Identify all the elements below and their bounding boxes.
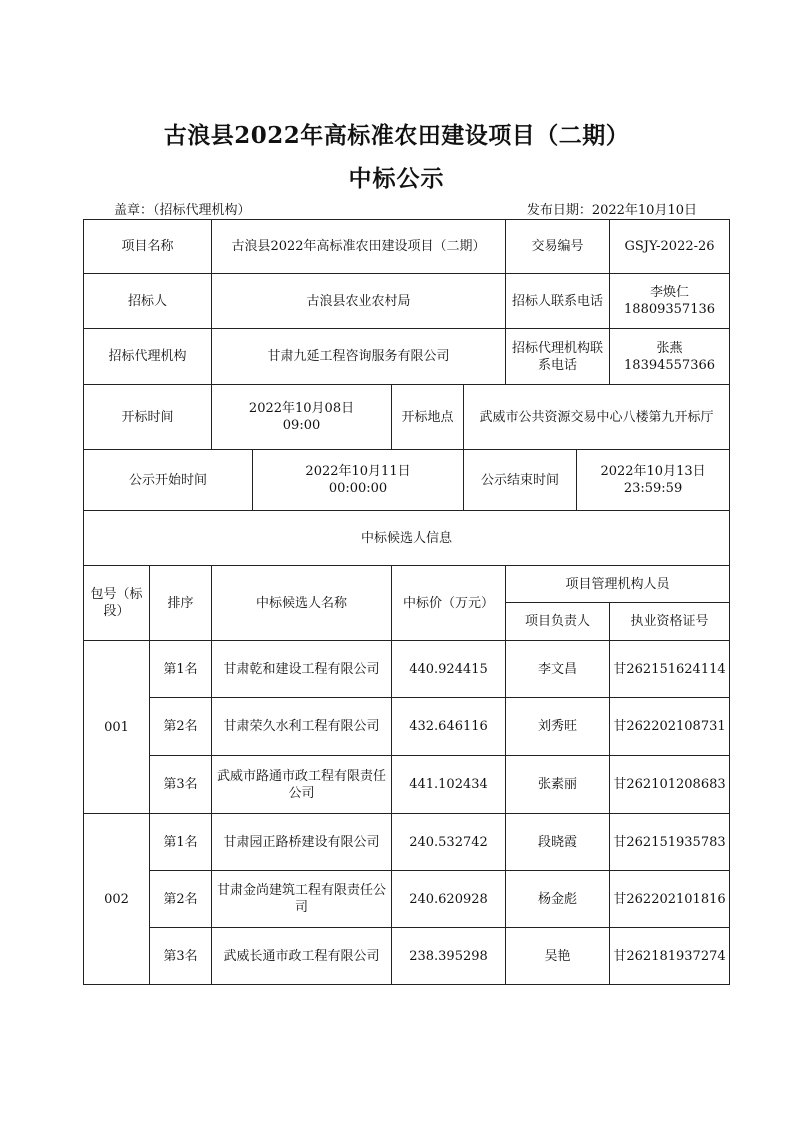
candidate-price: 441.102434 (392, 756, 506, 814)
agency-contact-name: 张燕 (656, 340, 683, 356)
agency-contact-phone: 18394557366 (624, 357, 716, 373)
col-cert-header: 执业资格证号 (610, 603, 730, 641)
open-date: 2022年10月08日 (248, 401, 355, 416)
candidate-manager: 段晓霞 (506, 814, 610, 871)
trade-no-label: 交易编号 (506, 220, 610, 274)
agency-contact (610, 329, 730, 385)
table-row (84, 756, 730, 814)
row-open-time (84, 385, 730, 450)
pub-end-label: 公示结束时间 (464, 450, 577, 511)
open-clock: 09:00 (282, 418, 321, 433)
candidate-manager: 杨金彪 (506, 871, 610, 928)
candidate-name: 武威市路通市政工程有限责任公司 (212, 756, 392, 814)
table-row (84, 928, 730, 985)
candidate-manager: 刘秀旺 (506, 698, 610, 756)
candidate-manager: 张素丽 (506, 756, 610, 814)
pub-start-clock: 00:00:00 (328, 481, 388, 496)
agency-label: 招标代理机构 (84, 329, 212, 385)
candidate-cert: 甘262202108731 (610, 698, 730, 756)
col-manager-header: 项目负责人 (506, 603, 610, 641)
candidate-price: 432.646116 (392, 698, 506, 756)
candidate-rank: 第3名 (150, 756, 212, 814)
package-number: 002 (84, 814, 150, 985)
pub-start-date: 2022年10月11日 (305, 464, 411, 479)
open-place: 武威市公共资源交易中心八楼第九开标厅 (464, 385, 730, 450)
row-agency (84, 329, 730, 385)
project-name-label: 项目名称 (84, 220, 212, 274)
candidate-name: 甘肃园正路桥建设有限公司 (212, 814, 392, 871)
open-time-label: 开标时间 (84, 385, 212, 450)
trade-no: GSJY-2022-26 (610, 220, 730, 274)
candidate-manager: 吴艳 (506, 928, 610, 985)
candidate-manager: 李文昌 (506, 641, 610, 698)
document-title: 古浪县2022年高标准农田建设项目（二期） (163, 122, 630, 149)
row-tenderer (84, 274, 730, 329)
candidate-name: 武威长通市政工程有限公司 (212, 928, 392, 985)
candidate-name: 甘肃乾和建设工程有限公司 (212, 641, 392, 698)
pub-end (577, 450, 730, 511)
table-row (84, 698, 730, 756)
row-section-title (84, 511, 730, 566)
candidate-rank: 第1名 (150, 814, 212, 871)
pub-end-date: 2022年10月13日 (600, 464, 706, 479)
col-price-header: 中标价（万元） (392, 566, 506, 641)
candidate-name: 甘肃荣久水利工程有限公司 (212, 698, 392, 756)
agency-contact-label: 招标代理机构联系电话 (506, 329, 610, 385)
project-name: 古浪县2022年高标准农田建设项目（二期） (212, 220, 506, 274)
open-place-label: 开标地点 (392, 385, 464, 450)
publish-date: 发布日期：2022年10月10日 (526, 203, 697, 218)
candidate-price: 440.924415 (392, 641, 506, 698)
tenderer: 古浪县农业农村局 (212, 274, 506, 329)
candidates-section-title: 中标候选人信息 (84, 511, 730, 566)
candidate-rank: 第3名 (150, 928, 212, 985)
col-rank-header: 排序 (150, 566, 212, 641)
candidate-price: 240.620928 (392, 871, 506, 928)
candidate-price: 238.395298 (392, 928, 506, 985)
tenderer-label: 招标人 (84, 274, 212, 329)
candidate-rank: 第1名 (150, 641, 212, 698)
row-header-1 (84, 566, 730, 603)
package-number: 001 (84, 641, 150, 814)
tenderer-contact-phone: 18809357136 (624, 302, 716, 317)
seal-label: 盖章：（招标代理机构） (114, 203, 251, 218)
candidate-price: 240.532742 (392, 814, 506, 871)
tenderer-contact-label: 招标人联系电话 (506, 274, 610, 329)
tenderer-contact (610, 274, 730, 329)
candidate-rank: 第2名 (150, 871, 212, 928)
candidate-cert: 甘262151935783 (610, 814, 730, 871)
table-row (84, 871, 730, 928)
candidate-cert: 甘262151624114 (610, 641, 730, 698)
col-name-header: 中标候选人名称 (212, 566, 392, 641)
pub-end-clock: 23:59:59 (623, 481, 683, 496)
row-publicity (84, 450, 730, 511)
table-row (84, 641, 730, 698)
candidate-name: 甘肃金尚建筑工程有限责任公司 (212, 871, 392, 928)
table-row (84, 814, 730, 871)
candidate-cert: 甘262181937274 (610, 928, 730, 985)
col-staff-group-header: 项目管理机构人员 (506, 566, 730, 603)
candidate-cert: 甘262101208683 (610, 756, 730, 814)
col-package-header: 包号（标段） (84, 566, 150, 641)
tenderer-contact-name: 李焕仁 (650, 285, 690, 300)
pub-start (253, 450, 464, 511)
document-subtitle: 中标公示 (348, 165, 445, 192)
open-time (212, 385, 392, 450)
agency: 甘肃九延工程咨询服务有限公司 (212, 329, 506, 385)
candidate-rank: 第2名 (150, 698, 212, 756)
candidate-cert: 甘262202101816 (610, 871, 730, 928)
award-notice-table (83, 219, 730, 985)
row-project-name (84, 220, 730, 274)
pub-start-label: 公示开始时间 (84, 450, 253, 511)
